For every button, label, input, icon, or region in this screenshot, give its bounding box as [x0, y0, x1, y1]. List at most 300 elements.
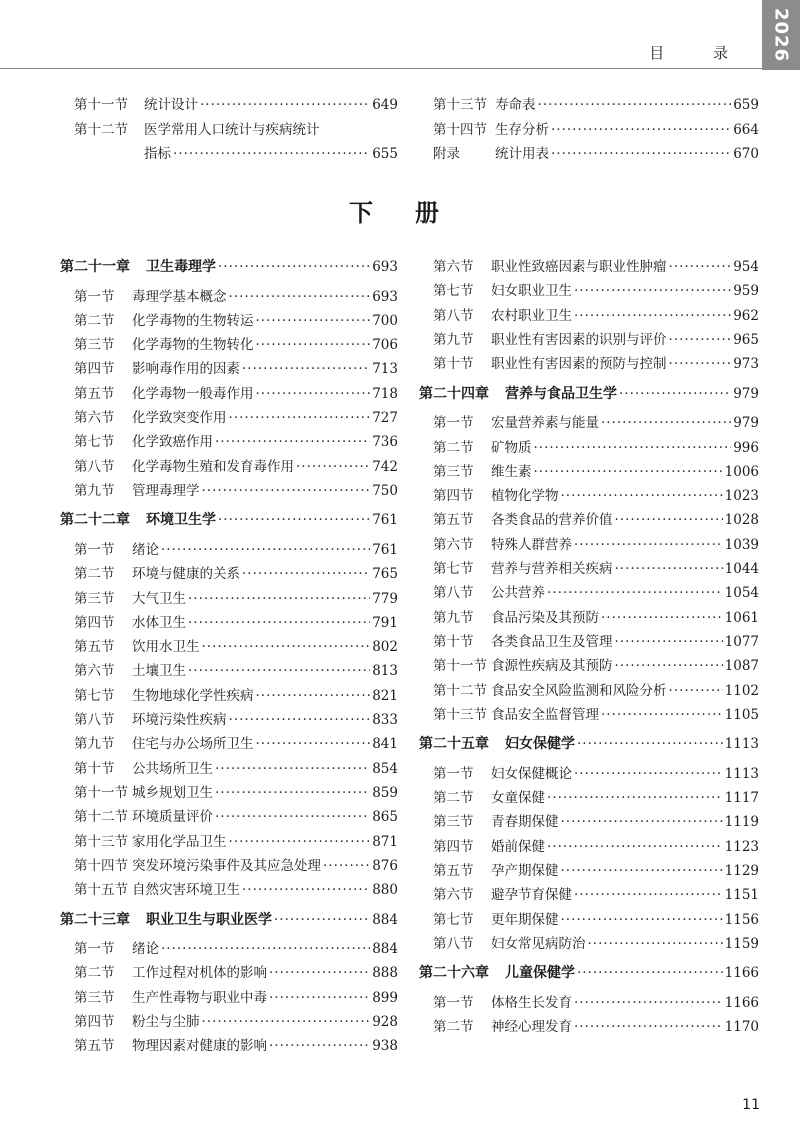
- entry-number: 第十三节: [74, 833, 128, 850]
- entry-number: 第八节: [433, 935, 474, 952]
- toc-section-row: [74, 482, 398, 500]
- toc-section-row: [74, 385, 398, 403]
- book-title: 下册: [349, 199, 481, 227]
- entry-page: 871: [372, 833, 398, 850]
- entry-page: 979: [733, 385, 759, 402]
- entry-number: 第五节: [433, 512, 474, 529]
- entry-title: 管理毒理学: [132, 482, 200, 499]
- entry-page: 649: [372, 97, 398, 113]
- toc-section-row: [74, 433, 398, 451]
- entry-page: 996: [733, 439, 759, 456]
- entry-page: 1159: [724, 935, 759, 952]
- entry-number: 第一节: [433, 415, 474, 432]
- entry-page: 779: [372, 590, 398, 607]
- entry-title: 家用化学品卫生: [132, 833, 227, 850]
- entry-title: 各类食品卫生及管理: [491, 633, 613, 650]
- entry-number: 第五节: [74, 1038, 115, 1055]
- dot-leader: [215, 808, 370, 826]
- dot-leader: [547, 584, 723, 602]
- entry-number: 第十二节: [74, 121, 128, 138]
- toc-section-row: [74, 833, 398, 851]
- toc-section-row: [74, 964, 398, 982]
- entry-page: 1102: [724, 682, 759, 699]
- toc-chapter-row: [419, 735, 759, 753]
- toc-section-row: [74, 989, 398, 1007]
- entry-number: 第三节: [433, 814, 474, 831]
- entry-page: 1061: [724, 609, 759, 626]
- toc-section-row: [433, 609, 759, 627]
- toc-section-row: [433, 633, 759, 651]
- toc-section-row: [433, 682, 759, 700]
- toc-section-row: [433, 657, 759, 675]
- dot-leader: [574, 1018, 723, 1036]
- entry-number: 第十一节: [74, 784, 128, 801]
- dot-leader: [274, 911, 370, 929]
- dot-leader: [269, 989, 370, 1007]
- dot-leader: [615, 657, 723, 675]
- entry-page: 859: [372, 784, 398, 801]
- dot-leader: [615, 560, 723, 578]
- entry-title: 妇女常见病防治: [491, 935, 586, 952]
- dot-leader: [669, 355, 732, 373]
- entry-page: 700: [372, 312, 398, 329]
- entry-title: 妇女保健学: [505, 736, 575, 753]
- entry-page: 765: [372, 566, 398, 583]
- toc-section-row: [74, 312, 398, 330]
- toc-section-row: [433, 911, 759, 929]
- entry-title: 突发环境污染事件及其应急处理: [132, 857, 321, 874]
- toc-section-row: [433, 96, 759, 114]
- entry-number: 第二十六章: [419, 965, 489, 982]
- toc-chapter-row: [60, 911, 398, 929]
- entry-number: 第二节: [74, 965, 115, 982]
- entry-title: 大气卫生: [132, 590, 186, 607]
- dot-leader: [323, 857, 370, 875]
- entry-title: 职业性致癌因素与职业性肿瘤: [491, 259, 667, 275]
- entry-number: 第四节: [433, 488, 474, 505]
- entry-title: 工作过程对机体的影响: [132, 965, 267, 982]
- dot-leader: [561, 813, 723, 831]
- entry-title: 影响毒作用的因素: [132, 361, 240, 378]
- entry-title: 医学常用人口统计与疾病统计: [144, 121, 320, 138]
- toc-section-row: [433, 282, 759, 300]
- entry-title: 特殊人群营养: [491, 536, 572, 553]
- entry-title: 住宅与办公场所卫生: [132, 736, 254, 753]
- entry-page: 888: [372, 965, 398, 982]
- entry-number: 附录: [433, 146, 460, 162]
- entry-number: 第十四节: [74, 857, 128, 874]
- toc-section-row: [74, 541, 398, 559]
- entry-page: 655: [372, 146, 398, 162]
- toc-section-row: [74, 881, 398, 899]
- dot-leader: [218, 258, 370, 276]
- entry-page: 706: [372, 337, 398, 354]
- toc-section-row: [433, 813, 759, 831]
- dot-leader: [296, 458, 370, 476]
- entry-title: 妇女职业卫生: [491, 283, 572, 300]
- entry-page: 884: [372, 941, 398, 958]
- entry-number: 第七节: [74, 434, 115, 451]
- dot-leader: [215, 784, 370, 802]
- entry-number: 第三节: [74, 989, 115, 1006]
- entry-title: 食品污染及其预防: [491, 609, 599, 626]
- dot-leader: [574, 536, 723, 554]
- entry-page: 713: [372, 361, 398, 378]
- dot-leader: [561, 862, 723, 880]
- entry-page: 791: [372, 614, 398, 631]
- dot-leader: [229, 833, 371, 851]
- toc-section-row: [433, 994, 759, 1012]
- entry-page: 742: [372, 458, 398, 475]
- dot-leader: [547, 838, 723, 856]
- entry-page: 1039: [724, 536, 759, 553]
- dot-leader: [538, 96, 732, 114]
- toc-section-row: [433, 838, 759, 856]
- entry-page: 693: [372, 259, 398, 275]
- dot-leader: [200, 96, 370, 114]
- dot-leader: [547, 789, 723, 807]
- entry-page: 1170: [724, 1019, 759, 1036]
- toc-section-row: [433, 307, 759, 325]
- entry-number: 第二十四章: [419, 385, 489, 402]
- entry-page: 1054: [724, 585, 759, 602]
- entry-page: 979: [733, 415, 759, 432]
- entry-page: 693: [372, 288, 398, 305]
- entry-page: 761: [372, 512, 398, 529]
- entry-title: 营养与营养相关疾病: [491, 561, 613, 577]
- entry-number: 第七节: [433, 283, 474, 300]
- entry-number: 第一节: [74, 541, 115, 558]
- toc-section-row: [74, 760, 398, 778]
- entry-number: 第二节: [433, 439, 474, 456]
- toc-section-row: [433, 536, 759, 554]
- toc-chapter-row: [60, 511, 398, 529]
- toc-section-row: [74, 336, 398, 354]
- entry-page: 664: [733, 121, 759, 138]
- entry-title: 化学致癌作用: [132, 434, 213, 451]
- dot-leader: [601, 706, 723, 724]
- entry-number: 第二节: [74, 312, 115, 329]
- toc-section-row: [433, 706, 759, 724]
- entry-page: 802: [372, 639, 398, 656]
- toc-chapter-row: [419, 385, 759, 403]
- entry-page: 876: [372, 857, 398, 874]
- entry-number: 第二十二章: [60, 512, 130, 529]
- entry-number: 第八节: [433, 585, 474, 602]
- entry-title: 环境卫生学: [146, 512, 216, 529]
- entry-number: 第十节: [433, 356, 474, 373]
- toc-section-row: [74, 96, 398, 114]
- entry-title: 青春期保健: [491, 814, 559, 831]
- toc-section-row: [433, 145, 759, 163]
- entry-title: 化学毒物生殖和发育毒作用: [132, 458, 294, 475]
- entry-title: 城乡规划卫生: [132, 784, 213, 801]
- dot-leader: [202, 638, 371, 656]
- toc-section-row: [433, 487, 759, 505]
- entry-title: 营养与食品卫生学: [505, 385, 617, 402]
- dot-leader: [242, 565, 370, 583]
- entry-number: 第四节: [74, 1014, 115, 1030]
- entry-number: 第十一节: [74, 97, 128, 113]
- entry-page: 962: [733, 307, 759, 324]
- entry-number: 第十节: [74, 760, 115, 777]
- entry-number: 第一节: [74, 941, 115, 958]
- toc-section-row: [74, 784, 398, 802]
- entry-page: 973: [733, 356, 759, 373]
- toc-section-row: [74, 711, 398, 729]
- dot-leader: [218, 511, 370, 529]
- entry-title: 化学毒物一般毒作用: [132, 385, 254, 402]
- entry-number: 第九节: [433, 609, 474, 626]
- toc-section-row: [433, 935, 759, 953]
- toc-section-row: [74, 1013, 398, 1031]
- toc-section-row: [74, 662, 398, 680]
- entry-title: 职业性有害因素的预防与控制: [491, 356, 667, 373]
- entry-page: 841: [372, 736, 398, 753]
- entry-page: 865: [372, 809, 398, 826]
- entry-page: 1028: [724, 512, 759, 529]
- entry-page: 736: [372, 434, 398, 451]
- dot-leader: [161, 541, 370, 559]
- entry-title: 食品安全监督管理: [491, 706, 599, 723]
- entry-page: 965: [733, 331, 759, 348]
- entry-page: 761: [372, 541, 398, 558]
- entry-number: 第九节: [74, 736, 115, 753]
- dot-leader: [269, 1037, 370, 1055]
- entry-number: 第十二节: [74, 809, 128, 826]
- entry-page: 813: [372, 663, 398, 680]
- entry-title: 寿命表: [495, 97, 536, 113]
- toc-section-row: [74, 808, 398, 826]
- entry-number: 第三节: [74, 590, 115, 607]
- dot-leader: [577, 735, 723, 753]
- dot-leader: [215, 433, 370, 451]
- toc-section-row: [433, 258, 759, 276]
- entry-title: 各类食品的营养价值: [491, 512, 613, 529]
- entry-page: 727: [372, 410, 398, 426]
- toc-section-row: [433, 414, 759, 432]
- entry-number: 第一节: [74, 288, 115, 305]
- entry-title: 儿童保健学: [505, 965, 575, 982]
- entry-number: 第四节: [433, 838, 474, 855]
- entry-number: 第二十五章: [419, 736, 489, 753]
- dot-leader: [229, 409, 371, 427]
- entry-page: 938: [372, 1038, 398, 1055]
- entry-page: 1006: [724, 463, 759, 480]
- entry-title: 毒理学基本概念: [132, 288, 227, 305]
- entry-number: 第八节: [433, 307, 474, 324]
- entry-number: 第十三节: [433, 706, 487, 723]
- dot-leader: [229, 288, 371, 306]
- entry-page: 659: [733, 97, 759, 113]
- toc-section-row: [433, 789, 759, 807]
- toc-section-row: [433, 886, 759, 904]
- entry-title: 生物地球化学性疾病: [132, 687, 254, 704]
- entry-number: 第二节: [74, 566, 115, 583]
- entry-number: 第八节: [74, 712, 115, 728]
- entry-number: 第十二节: [433, 682, 487, 699]
- entry-number: 第六节: [433, 887, 474, 904]
- entry-page: 1119: [724, 814, 759, 831]
- year-tab-text: 2026: [770, 7, 792, 63]
- entry-page: 1023: [724, 488, 759, 505]
- entry-page: 1117: [724, 790, 759, 807]
- entry-page: 1151: [724, 887, 759, 904]
- entry-title: 食源性疾病及其预防: [491, 658, 613, 675]
- entry-number: 第六节: [433, 536, 474, 553]
- header-title: 目 录: [649, 44, 750, 62]
- toc-section-row: [433, 439, 759, 457]
- entry-page: 880: [372, 882, 398, 899]
- toc-section-row: [74, 145, 398, 163]
- dot-leader: [588, 935, 723, 953]
- entry-title: 公共营养: [491, 585, 545, 602]
- entry-title: 环境质量评价: [132, 809, 213, 826]
- entry-title: 矿物质: [491, 439, 532, 456]
- entry-number: 第十一节: [433, 658, 487, 675]
- dot-leader: [669, 258, 732, 276]
- toc-chapter-row: [419, 964, 759, 982]
- entry-number: 第一节: [433, 765, 474, 782]
- entry-number: 第五节: [74, 639, 115, 656]
- entry-page: 1087: [724, 658, 759, 675]
- entry-title: 宏量营养素与能量: [491, 415, 599, 432]
- entry-number: 第八节: [74, 458, 115, 475]
- entry-title: 绪论: [132, 541, 159, 558]
- dot-leader: [601, 609, 723, 627]
- toc-section-row: [74, 590, 398, 608]
- entry-page: 1113: [724, 765, 759, 782]
- entry-number: 第二节: [433, 1019, 474, 1036]
- entry-title: 饮用水卫生: [132, 639, 200, 656]
- dot-leader: [215, 760, 370, 778]
- entry-page: 750: [372, 482, 398, 499]
- entry-title: 化学毒物的生物转化: [132, 337, 254, 354]
- dot-leader: [256, 385, 371, 403]
- dot-leader: [601, 414, 731, 432]
- entry-page: 718: [372, 385, 398, 402]
- toc-section-row: [74, 409, 398, 427]
- entry-title: 食品安全风险监测和风险分析: [491, 682, 667, 699]
- entry-number: 第十五节: [74, 882, 128, 899]
- dot-leader: [615, 511, 723, 529]
- dot-leader: [561, 487, 723, 505]
- dot-leader: [669, 331, 732, 349]
- dot-leader: [551, 145, 731, 163]
- dot-leader: [256, 735, 371, 753]
- toc-section-row: [433, 560, 759, 578]
- entry-number: 第五节: [74, 385, 115, 402]
- dot-leader: [188, 590, 370, 608]
- entry-page: 1156: [724, 911, 759, 928]
- entry-title: 妇女保健概论: [491, 765, 572, 782]
- dot-leader: [534, 463, 723, 481]
- toc-section-row: [433, 862, 759, 880]
- entry-title: 更年期保健: [491, 911, 559, 928]
- dot-leader: [534, 439, 732, 457]
- entry-number: 第六节: [74, 410, 115, 426]
- entry-title: 农村职业卫生: [491, 307, 572, 324]
- entry-title: 维生素: [491, 463, 532, 480]
- entry-page: 1166: [724, 994, 759, 1011]
- entry-title: 植物化学物: [491, 488, 559, 505]
- dot-leader: [256, 687, 371, 705]
- entry-title: 物理因素对健康的影响: [132, 1038, 267, 1055]
- dot-leader: [188, 614, 370, 632]
- page-number: 11: [742, 1097, 760, 1113]
- toc-section-row: [433, 584, 759, 602]
- dot-leader: [615, 633, 723, 651]
- entry-page: 1077: [724, 633, 759, 650]
- dot-leader: [577, 964, 723, 982]
- entry-title: 绪论: [132, 941, 159, 958]
- entry-title: 避孕节育保健: [491, 887, 572, 904]
- toc-section-row: [74, 857, 398, 875]
- toc-section-row: [433, 331, 759, 349]
- toc-section-row: [433, 1018, 759, 1036]
- entry-page: 821: [372, 687, 398, 704]
- dot-leader: [242, 360, 370, 378]
- entry-title: 统计用表: [495, 146, 549, 162]
- entry-title: 自然灾害环境卫生: [132, 882, 240, 899]
- entry-number: 第十节: [433, 633, 474, 650]
- entry-title: 卫生毒理学: [146, 259, 216, 275]
- entry-page: 899: [372, 989, 398, 1006]
- dot-leader: [574, 765, 723, 783]
- entry-title: 职业卫生与职业医学: [146, 911, 272, 928]
- entry-title: 土壤卫生: [132, 663, 186, 680]
- entry-title: 指标: [144, 146, 171, 162]
- dot-leader: [551, 121, 731, 139]
- entry-number: 第一节: [433, 994, 474, 1011]
- entry-title: 女童保健: [491, 790, 545, 807]
- entry-number: 第七节: [74, 687, 115, 704]
- entry-page: 1129: [724, 863, 759, 879]
- year-tab: [762, 0, 800, 70]
- entry-title: 环境污染性疾病: [132, 712, 227, 728]
- entry-page: 1044: [724, 561, 759, 577]
- dot-leader: [202, 1013, 371, 1031]
- dot-leader: [574, 886, 723, 904]
- entry-number: 第三节: [74, 337, 115, 354]
- entry-number: 第二十三章: [60, 911, 130, 928]
- dot-leader: [561, 911, 723, 929]
- dot-leader: [256, 312, 371, 330]
- dot-leader: [574, 307, 731, 325]
- header-rule: [0, 68, 762, 69]
- dot-leader: [619, 385, 731, 403]
- entry-page: 959: [733, 283, 759, 300]
- toc-section-row: [433, 765, 759, 783]
- entry-page: 1113: [724, 736, 759, 753]
- toc-section-row: [74, 121, 398, 139]
- toc-section-row: [433, 355, 759, 373]
- toc-section-row: [74, 735, 398, 753]
- entry-page: 1166: [724, 965, 759, 982]
- dot-leader: [574, 282, 731, 300]
- entry-number: 第九节: [433, 331, 474, 348]
- toc-section-row: [74, 288, 398, 306]
- dot-leader: [229, 711, 371, 729]
- entry-title: 婚前保健: [491, 838, 545, 855]
- dot-leader: [256, 336, 371, 354]
- entry-number: 第十四节: [433, 121, 487, 138]
- entry-title: 公共场所卫生: [132, 760, 213, 777]
- toc-section-row: [74, 940, 398, 958]
- entry-title: 环境与健康的关系: [132, 566, 240, 583]
- entry-page: 884: [372, 911, 398, 928]
- dot-leader: [242, 881, 370, 899]
